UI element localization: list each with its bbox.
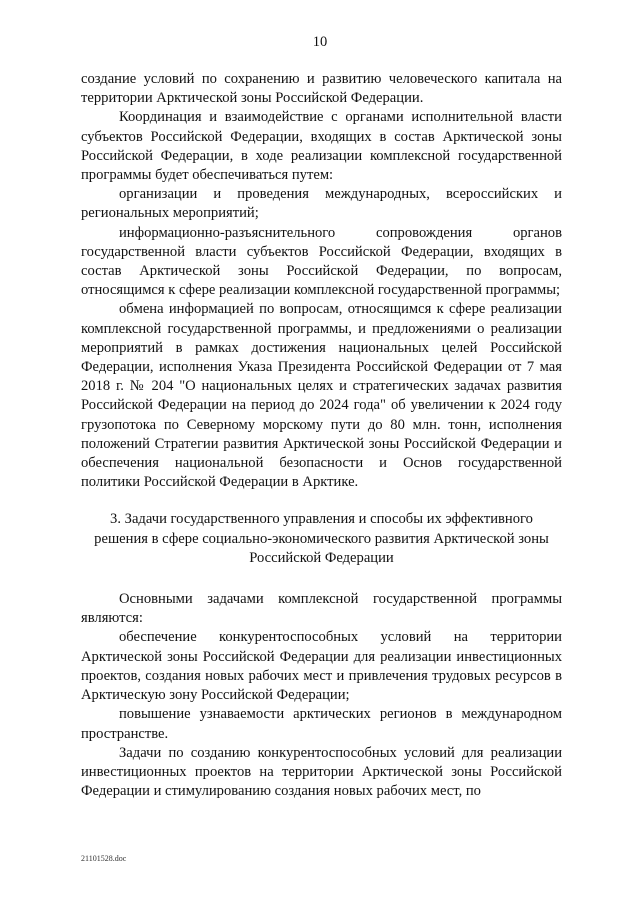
paragraph: создание условий по сохранению и развитию человеческого капитала на территории Арктической зоны Российской Федерации. (81, 71, 562, 107)
list-item: обеспечение конкурентоспособных условий на территории Арктической зоны Российской Федерации для реализации инвестиционных проектов, создания новых рабочих мест и привлечения трудовых ресурсов в Арктическую зону Российской Федерации; (81, 629, 562, 704)
list-item: информационно-разъяснительного сопровождения органов государственной власти субъектов Российской Федерации, входящих в состав Арктической зоны Российской Федерации, по вопросам, относящимся к сфере реализации комплексной государственной программы; (81, 224, 562, 299)
document-body (81, 70, 562, 801)
document-footer-code: 21101528.doc (81, 854, 127, 863)
paragraph: Задачи по созданию конкурентоспособных условий для реализации инвестиционных проектов на территории Арктической зоны Российской Федерации и стимулированию создания новых рабочих мест, по (81, 744, 562, 800)
paragraph: Координация и взаимодействие с органами исполнительной власти субъектов Российской Федерации, входящих в состав Арктической зоны Российской Федерации, в ходе реализации комплексной государственной программы будет обеспечиваться путем: (81, 109, 562, 184)
paragraph: Основными задачами комплексной государственной программы являются: (81, 591, 562, 627)
list-item: обмена информацией по вопросам, относящимся к сфере реализации комплексной государственной программы, и предложениями о реализации мероприятий в рамках достижения национальных целей Российской Федерации, исполнения Указа Президента Российской Федерации от 7 мая 2018 г. № 204 "О национальных целях и стратегических задачах развития Российской Федерации на период до 2024 года" об увеличении к 2024 году грузопотока по Северному морскому пути до 80 млн. тонн, исполнения положений Стратегии развития Арктической зоны Российской Федерации и обеспечения национальной безопасности и Основ государственной политики Российской Федерации в Арктике. (81, 301, 562, 491)
page-number: 10 (312, 34, 328, 50)
list-item: организации и проведения международных, всероссийских и региональных мероприятий; (81, 186, 562, 222)
list-item: повышение узнаваемости арктических регионов в международном пространстве. (81, 706, 562, 742)
section-heading: 3. Задачи государственного управления и способы их эффективного решения в сфере социально-экономического развития Арктической зоны Российской Федерации (94, 511, 549, 566)
